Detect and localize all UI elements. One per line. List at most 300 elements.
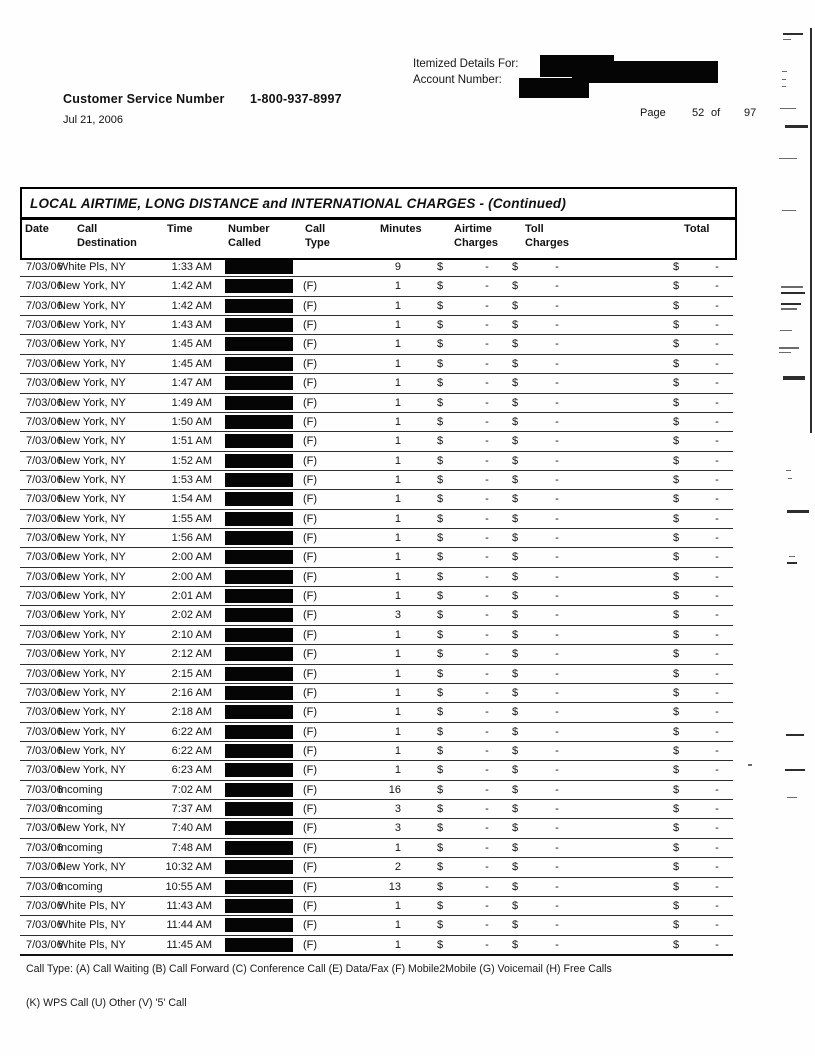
table-row	[20, 471, 733, 490]
column-header-call-destination: Call Destination	[77, 223, 137, 249]
scan-artifact	[787, 562, 797, 564]
cell-time: 2:02 AM	[171, 609, 212, 622]
airtime-charge-value: -	[485, 628, 489, 641]
cell-call-destination: New York, NY	[58, 377, 126, 390]
toll-currency-sign: $	[512, 841, 519, 854]
redacted-number-called-box	[225, 589, 293, 603]
total-currency-sign: $	[673, 454, 680, 467]
cell-call-destination: New York, NY	[58, 338, 126, 351]
cell-call-type: (F)	[303, 783, 318, 796]
cell-date: 7/03/06	[26, 764, 63, 777]
toll-currency-sign: $	[512, 822, 519, 835]
total-currency-sign: $	[673, 803, 680, 816]
total-currency-sign: $	[673, 512, 680, 525]
cell-time: 1:45 AM	[171, 338, 212, 351]
cell-call-type: (F)	[303, 899, 318, 912]
cell-time: 6:23 AM	[171, 764, 212, 777]
airtime-currency-sign: $	[437, 357, 444, 370]
cell-date: 7/03/06	[26, 841, 63, 854]
cell-call-type: (F)	[303, 512, 318, 525]
total-currency-sign: $	[673, 532, 680, 545]
cell-time: 2:16 AM	[171, 686, 212, 699]
redacted-number-called-box	[225, 396, 293, 410]
cell-call-destination: New York, NY	[58, 493, 126, 506]
airtime-currency-sign: $	[437, 551, 444, 564]
total-charge-value: -	[715, 280, 719, 293]
redacted-number-called-box	[225, 357, 293, 371]
airtime-charge-value: -	[485, 880, 489, 893]
table-row	[20, 626, 733, 645]
table-row	[20, 703, 733, 722]
cell-time: 1:51 AM	[171, 435, 212, 448]
redacted-number-called-box	[225, 821, 293, 835]
cell-date: 7/03/06	[26, 919, 63, 932]
airtime-charge-value: -	[485, 377, 489, 390]
redacted-number-called-box	[225, 725, 293, 739]
cell-minutes: 1	[394, 338, 401, 351]
cell-date: 7/03/06	[26, 551, 63, 564]
cell-minutes: 1	[394, 919, 401, 932]
page-label: Page	[640, 107, 666, 119]
toll-currency-sign: $	[512, 473, 519, 486]
total-currency-sign: $	[673, 919, 680, 932]
airtime-charge-value: -	[485, 357, 489, 370]
redacted-number-called-box	[225, 492, 293, 506]
cell-date: 7/03/06	[26, 435, 63, 448]
cell-minutes: 1	[394, 454, 401, 467]
total-charge-value: -	[715, 628, 719, 641]
toll-charge-value: -	[555, 648, 559, 661]
toll-currency-sign: $	[512, 319, 519, 332]
toll-charge-value: -	[555, 841, 559, 854]
airtime-currency-sign: $	[437, 512, 444, 525]
redacted-number-called-box	[225, 705, 293, 719]
table-row	[20, 510, 733, 529]
toll-charge-value: -	[555, 299, 559, 312]
airtime-charge-value: -	[485, 861, 489, 874]
total-currency-sign: $	[673, 861, 680, 874]
cell-minutes: 1	[394, 532, 401, 545]
toll-charge-value: -	[555, 357, 559, 370]
table-row	[20, 839, 733, 858]
toll-charge-value: -	[555, 512, 559, 525]
column-header-total: Total	[684, 223, 710, 235]
cell-minutes: 3	[394, 822, 401, 835]
total-currency-sign: $	[673, 473, 680, 486]
toll-currency-sign: $	[512, 280, 519, 293]
table-row	[20, 878, 733, 897]
airtime-currency-sign: $	[437, 880, 444, 893]
cell-date: 7/03/06	[26, 706, 63, 719]
scan-artifact	[785, 769, 805, 771]
cell-call-type: (F)	[303, 454, 318, 467]
airtime-currency-sign: $	[437, 261, 444, 273]
scan-artifact	[781, 308, 797, 310]
cell-call-type: (F)	[303, 822, 318, 835]
airtime-currency-sign: $	[437, 415, 444, 428]
redacted-number-called-box	[225, 628, 293, 642]
call-type-legend-line2: (K) WPS Call (U) Other (V) '5' Call	[26, 997, 187, 1009]
airtime-currency-sign: $	[437, 532, 444, 545]
cell-time: 1:49 AM	[171, 396, 212, 409]
cell-minutes: 1	[394, 764, 401, 777]
toll-charge-value: -	[555, 628, 559, 641]
toll-charge-value: -	[555, 493, 559, 506]
cell-date: 7/03/06	[26, 396, 63, 409]
toll-charge-value: -	[555, 706, 559, 719]
airtime-currency-sign: $	[437, 686, 444, 699]
cell-time: 2:00 AM	[171, 551, 212, 564]
cell-call-type: (F)	[303, 280, 318, 293]
cell-time: 1:43 AM	[171, 319, 212, 332]
total-currency-sign: $	[673, 590, 680, 603]
toll-charge-value: -	[555, 725, 559, 738]
cell-call-destination: Incoming	[58, 841, 103, 854]
total-charge-value: -	[715, 764, 719, 777]
cell-time: 7:48 AM	[171, 841, 212, 854]
total-currency-sign: $	[673, 648, 680, 661]
cell-call-type: (F)	[303, 725, 318, 738]
total-charge-value: -	[715, 725, 719, 738]
cell-minutes: 9	[394, 261, 401, 273]
cell-date: 7/03/06	[26, 338, 63, 351]
cell-call-destination: New York, NY	[58, 725, 126, 738]
toll-charge-value: -	[555, 473, 559, 486]
redacted-number-called-box	[225, 744, 293, 758]
cell-call-type: (F)	[303, 415, 318, 428]
redacted-number-called-box	[225, 880, 293, 894]
cell-call-type: (F)	[303, 880, 318, 893]
toll-charge-value: -	[555, 261, 559, 273]
cell-call-destination: Incoming	[58, 880, 103, 893]
airtime-currency-sign: $	[437, 938, 444, 951]
total-charge-value: -	[715, 648, 719, 661]
toll-charge-value: -	[555, 783, 559, 796]
toll-currency-sign: $	[512, 706, 519, 719]
total-charge-value: -	[715, 744, 719, 757]
airtime-charge-value: -	[485, 493, 489, 506]
title-separator	[22, 217, 735, 220]
airtime-currency-sign: $	[437, 899, 444, 912]
airtime-currency-sign: $	[437, 493, 444, 506]
cell-call-destination: New York, NY	[58, 551, 126, 564]
table-row	[20, 742, 733, 761]
airtime-currency-sign: $	[437, 919, 444, 932]
cell-call-type: (F)	[303, 841, 318, 854]
cell-time: 2:01 AM	[171, 590, 212, 603]
cell-call-destination: New York, NY	[58, 609, 126, 622]
airtime-currency-sign: $	[437, 609, 444, 622]
cell-call-destination: New York, NY	[58, 473, 126, 486]
cell-call-destination: New York, NY	[58, 454, 126, 467]
total-currency-sign: $	[673, 725, 680, 738]
total-charge-value: -	[715, 319, 719, 332]
cell-minutes: 1	[394, 299, 401, 312]
cell-call-type: (F)	[303, 609, 318, 622]
cell-time: 11:43 AM	[166, 899, 212, 912]
cell-time: 10:32 AM	[165, 861, 212, 874]
cell-minutes: 1	[394, 357, 401, 370]
toll-currency-sign: $	[512, 899, 519, 912]
total-charge-value: -	[715, 551, 719, 564]
toll-charge-value: -	[555, 938, 559, 951]
toll-charge-value: -	[555, 919, 559, 932]
cell-call-type: (F)	[303, 764, 318, 777]
total-currency-sign: $	[673, 899, 680, 912]
toll-currency-sign: $	[512, 512, 519, 525]
total-charge-value: -	[715, 512, 719, 525]
cell-call-destination: New York, NY	[58, 415, 126, 428]
table-row	[20, 490, 733, 509]
cell-call-type: (F)	[303, 435, 318, 448]
airtime-charge-value: -	[485, 454, 489, 467]
airtime-charge-value: -	[485, 686, 489, 699]
cell-call-destination: New York, NY	[58, 686, 126, 699]
airtime-charge-value: -	[485, 609, 489, 622]
toll-charge-value: -	[555, 415, 559, 428]
toll-currency-sign: $	[512, 744, 519, 757]
redacted-number-called-box	[225, 299, 293, 313]
cell-call-type: (F)	[303, 473, 318, 486]
toll-charge-value: -	[555, 396, 559, 409]
redacted-number-called-box	[225, 550, 293, 564]
cell-time: 1:52 AM	[171, 454, 212, 467]
airtime-currency-sign: $	[437, 454, 444, 467]
airtime-currency-sign: $	[437, 435, 444, 448]
total-currency-sign: $	[673, 880, 680, 893]
total-charge-value: -	[715, 686, 719, 699]
redacted-number-called-box	[225, 686, 293, 700]
column-header-call-type: Call Type	[305, 223, 330, 249]
airtime-currency-sign: $	[437, 396, 444, 409]
redacted-number-called-box	[225, 918, 293, 932]
cell-minutes: 2	[394, 861, 401, 874]
redacted-number-called-box	[225, 260, 293, 274]
total-charge-value: -	[715, 435, 719, 448]
toll-currency-sign: $	[512, 415, 519, 428]
scan-artifact	[779, 347, 799, 349]
total-currency-sign: $	[673, 551, 680, 564]
total-currency-sign: $	[673, 938, 680, 951]
toll-currency-sign: $	[512, 532, 519, 545]
cell-minutes: 1	[394, 377, 401, 390]
total-charge-value: -	[715, 357, 719, 370]
redacted-number-called-box	[225, 608, 293, 622]
total-currency-sign: $	[673, 357, 680, 370]
toll-currency-sign: $	[512, 338, 519, 351]
toll-currency-sign: $	[512, 357, 519, 370]
airtime-currency-sign: $	[437, 861, 444, 874]
column-header-time: Time	[167, 223, 193, 235]
total-currency-sign: $	[673, 686, 680, 699]
table-header-box	[20, 187, 737, 260]
table-row	[20, 897, 733, 916]
cell-time: 6:22 AM	[171, 725, 212, 738]
cell-time: 2:00 AM	[171, 570, 212, 583]
cell-call-destination: New York, NY	[58, 628, 126, 641]
cell-call-type: (F)	[303, 590, 318, 603]
column-header-toll-charges: Toll Charges	[525, 223, 570, 249]
airtime-charge-value: -	[485, 338, 489, 351]
cell-minutes: 1	[394, 473, 401, 486]
cell-call-type: (F)	[303, 493, 318, 506]
cell-minutes: 1	[394, 899, 401, 912]
table-row	[20, 587, 733, 606]
cell-date: 7/03/06	[26, 861, 63, 874]
toll-currency-sign: $	[512, 725, 519, 738]
toll-charge-value: -	[555, 744, 559, 757]
cell-date: 7/03/06	[26, 357, 63, 370]
redacted-number-called-box	[225, 318, 293, 332]
cell-date: 7/03/06	[26, 686, 63, 699]
airtime-currency-sign: $	[437, 667, 444, 680]
scan-artifact	[782, 210, 796, 211]
cell-call-type: (F)	[303, 319, 318, 332]
cell-date: 7/03/06	[26, 532, 63, 545]
cell-time: 10:55 AM	[165, 880, 212, 893]
cell-call-destination: New York, NY	[58, 822, 126, 835]
airtime-charge-value: -	[485, 706, 489, 719]
total-currency-sign: $	[673, 338, 680, 351]
cell-date: 7/03/06	[26, 261, 63, 273]
total-charge-value: -	[715, 899, 719, 912]
cell-call-type: (F)	[303, 299, 318, 312]
cell-call-destination: New York, NY	[58, 396, 126, 409]
table-row	[20, 819, 733, 838]
cell-time: 7:40 AM	[171, 822, 212, 835]
toll-charge-value: -	[555, 822, 559, 835]
scan-artifact	[781, 292, 805, 294]
total-currency-sign: $	[673, 744, 680, 757]
toll-charge-value: -	[555, 551, 559, 564]
toll-charge-value: -	[555, 803, 559, 816]
toll-charge-value: -	[555, 686, 559, 699]
scan-artifact	[787, 510, 809, 513]
cell-time: 2:12 AM	[171, 648, 212, 661]
total-charge-value: -	[715, 609, 719, 622]
cell-date: 7/03/06	[26, 899, 63, 912]
cell-date: 7/03/06	[26, 803, 63, 816]
toll-charge-value: -	[555, 570, 559, 583]
toll-charge-value: -	[555, 667, 559, 680]
total-charge-value: -	[715, 493, 719, 506]
cell-time: 1:42 AM	[171, 299, 212, 312]
table-row	[20, 761, 733, 780]
cell-date: 7/03/06	[26, 493, 63, 506]
airtime-currency-sign: $	[437, 648, 444, 661]
call-type-legend-line1: Call Type: (A) Call Waiting (B) Call Forward (C) Conference Call (E) Data/Fax (F) Mobile2Mobile (G) Voicemail (H) Free Calls	[26, 963, 612, 975]
table-row	[20, 684, 733, 703]
toll-charge-value: -	[555, 338, 559, 351]
statement-date: Jul 21, 2006	[63, 114, 123, 126]
total-currency-sign: $	[673, 319, 680, 332]
toll-charge-value: -	[555, 454, 559, 467]
airtime-currency-sign: $	[437, 280, 444, 293]
cell-minutes: 1	[394, 744, 401, 757]
cell-date: 7/03/06	[26, 377, 63, 390]
table-row	[20, 645, 733, 664]
total-currency-sign: $	[673, 783, 680, 796]
toll-charge-value: -	[555, 280, 559, 293]
cell-minutes: 1	[394, 396, 401, 409]
redacted-customer-name-box-2	[572, 61, 718, 83]
cell-date: 7/03/06	[26, 744, 63, 757]
scan-artifact	[789, 556, 795, 557]
cell-date: 7/03/06	[26, 454, 63, 467]
total-currency-sign: $	[673, 841, 680, 854]
table-row	[20, 723, 733, 742]
page-current: 52	[692, 107, 705, 119]
cell-minutes: 1	[394, 319, 401, 332]
airtime-charge-value: -	[485, 551, 489, 564]
cell-time: 7:02 AM	[171, 783, 212, 796]
table-row	[20, 258, 733, 277]
toll-charge-value: -	[555, 609, 559, 622]
cell-call-type: (F)	[303, 396, 318, 409]
cell-minutes: 3	[394, 609, 401, 622]
toll-currency-sign: $	[512, 880, 519, 893]
cell-call-destination: White Pls, NY	[58, 919, 126, 932]
cell-call-type: (F)	[303, 628, 318, 641]
redacted-number-called-box	[225, 763, 293, 777]
total-charge-value: -	[715, 532, 719, 545]
scan-artifact	[788, 478, 792, 479]
cell-date: 7/03/06	[26, 590, 63, 603]
toll-charge-value: -	[555, 590, 559, 603]
total-currency-sign: $	[673, 280, 680, 293]
total-charge-value: -	[715, 299, 719, 312]
airtime-charge-value: -	[485, 435, 489, 448]
cell-time: 1:45 AM	[171, 357, 212, 370]
total-charge-value: -	[715, 377, 719, 390]
customer-service-label: Customer Service Number	[63, 92, 225, 106]
cell-call-destination: New York, NY	[58, 590, 126, 603]
scan-artifact	[787, 797, 797, 798]
cell-minutes: 1	[394, 590, 401, 603]
table-row	[20, 800, 733, 819]
toll-charge-value: -	[555, 899, 559, 912]
cell-minutes: 1	[394, 667, 401, 680]
cell-call-destination: New York, NY	[58, 280, 126, 293]
airtime-charge-value: -	[485, 744, 489, 757]
airtime-currency-sign: $	[437, 783, 444, 796]
toll-currency-sign: $	[512, 299, 519, 312]
cell-minutes: 1	[394, 706, 401, 719]
airtime-charge-value: -	[485, 764, 489, 777]
cell-date: 7/03/06	[26, 570, 63, 583]
column-header-minutes: Minutes	[380, 223, 422, 235]
cell-date: 7/03/06	[26, 299, 63, 312]
table-row	[20, 394, 733, 413]
total-charge-value: -	[715, 261, 719, 273]
table-row	[20, 335, 733, 354]
table-row	[20, 529, 733, 548]
total-charge-value: -	[715, 396, 719, 409]
toll-currency-sign: $	[512, 377, 519, 390]
account-number-label: Account Number:	[413, 74, 502, 86]
cell-call-destination: New York, NY	[58, 570, 126, 583]
redacted-number-called-box	[225, 667, 293, 681]
cell-call-destination: Incoming	[58, 803, 103, 816]
table-row	[20, 916, 733, 935]
table-row	[20, 606, 733, 625]
toll-currency-sign: $	[512, 686, 519, 699]
cell-minutes: 1	[394, 280, 401, 293]
table-row	[20, 374, 733, 393]
airtime-currency-sign: $	[437, 570, 444, 583]
table-row	[20, 355, 733, 374]
cell-time: 1:42 AM	[171, 280, 212, 293]
